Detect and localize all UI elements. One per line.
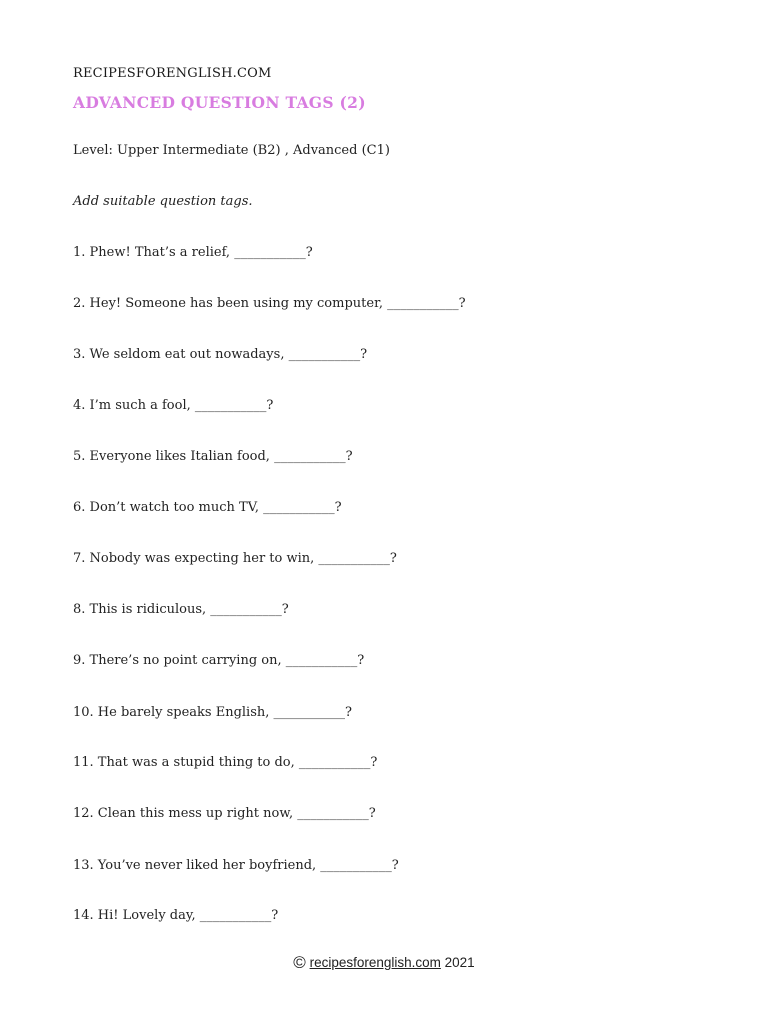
question-item: 1. Phew! That’s a relief, ___________? <box>73 245 313 260</box>
question-item: 13. You’ve never liked her boyfriend, ___________? <box>73 858 399 873</box>
question-item: 5. Everyone likes Italian food, ___________? <box>73 449 353 464</box>
question-item: 8. This is ridiculous, ___________? <box>73 602 289 617</box>
question-item: 12. Clean this mess up right now, ___________? <box>73 806 376 821</box>
site-name: RECIPESFORENGLISH.COM <box>73 66 272 81</box>
footer <box>0 953 768 973</box>
question-item: 4. I’m such a fool, ___________? <box>73 398 274 413</box>
worksheet-title: ADVANCED QUESTION TAGS (2) <box>73 93 366 112</box>
instruction-text: Add suitable question tags. <box>73 194 253 209</box>
footer-year: 2021 <box>444 955 475 970</box>
question-item: 14. Hi! Lovely day, ___________? <box>73 908 279 923</box>
question-item: 9. There’s no point carrying on, ___________? <box>73 653 365 668</box>
footer-link[interactable]: recipesforenglish.com <box>309 955 441 970</box>
question-item: 7. Nobody was expecting her to win, ___________? <box>73 551 397 566</box>
question-item: 10. He barely speaks English, ___________? <box>73 705 352 720</box>
question-item: 11. That was a stupid thing to do, ___________? <box>73 755 378 770</box>
question-item: 6. Don’t watch too much TV, ___________? <box>73 500 342 515</box>
question-item: 3. We seldom eat out nowadays, ___________? <box>73 347 368 362</box>
level-text: Level: Upper Intermediate (B2) , Advanced (C1) <box>73 143 390 158</box>
question-item: 2. Hey! Someone has been using my computer, ___________? <box>73 296 466 311</box>
copyright-symbol: © <box>293 953 306 972</box>
